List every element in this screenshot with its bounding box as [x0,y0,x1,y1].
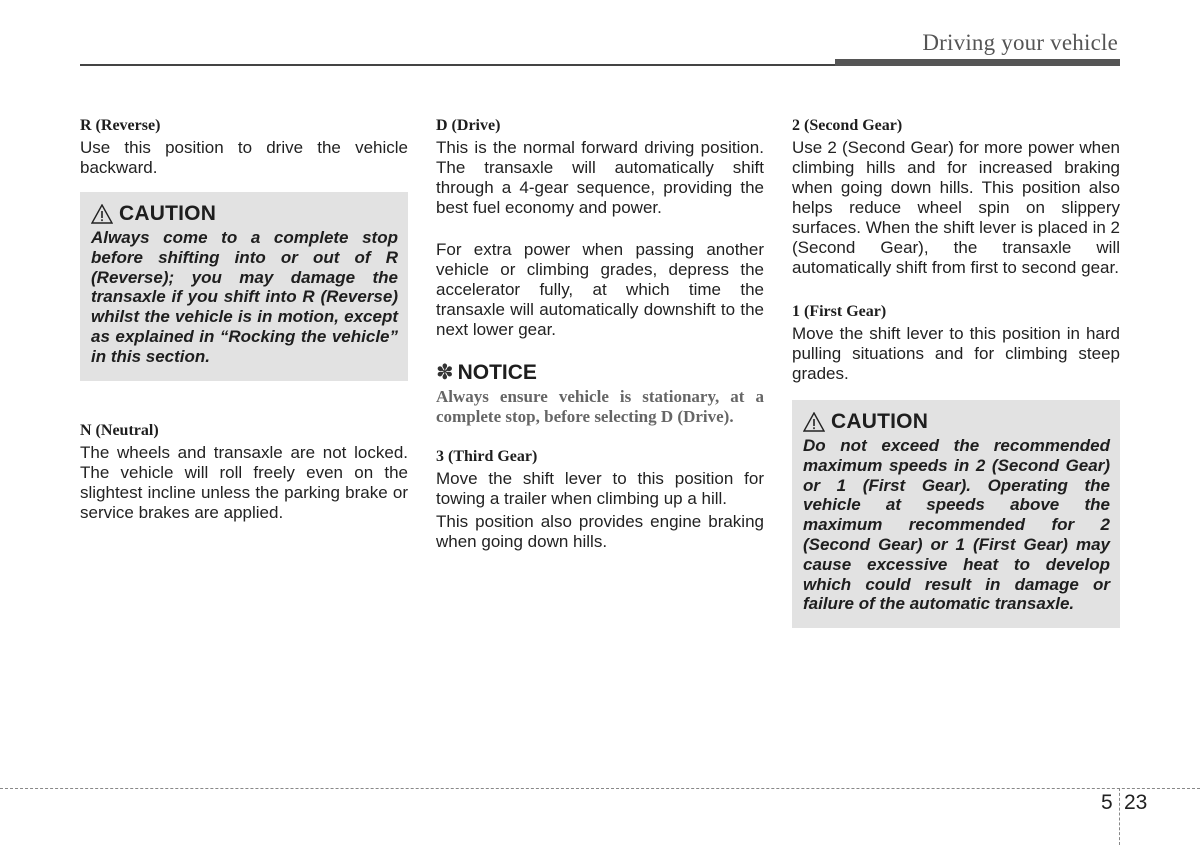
third-gear-heading: 3 (Third Gear) [436,448,538,465]
notice-icon: ✽ [436,361,454,384]
third-gear-body-1: Move the shift lever to this position for towing a trailer when climbing up a hill. [436,469,764,508]
caution-text: Do not exceed the recommended maximum speeds in 2 (Second Gear) or 1 (First Gear). Operating the vehicle at speeds above the maximum recommended for 2 (Second Gear) or 1 (First Gear) may cause excessive heat to develop which could result in damage or failure of the automatic transaxle. [803,436,1110,614]
drive-body-2: For extra power when passing another vehicle or climbing grades, depress the accelerator fully, at which time the transaxle will automatically downshift to the next lower gear. [436,240,764,339]
neutral-heading: N (Neutral) [80,421,159,439]
first-gear-heading: 1 (First Gear) [792,303,887,320]
third-gear-body-2: This position also provides engine braking when going down hills. [436,512,764,551]
header-rule-bar [835,59,1120,66]
first-gear-body: Move the shift lever to this position in hard pulling situations and for climbing steep grades. [792,324,1120,383]
column-left [80,116,408,523]
page-number: 23 [1124,791,1148,814]
page-header-title: Driving your vehicle [922,30,1118,55]
second-gear-heading: 2 (Second Gear) [792,117,903,134]
caution-text: Always come to a complete stop before shifting into or out of R (Reverse); you may damage the transaxle if you shift into R (Reverse) whilst the vehicle is in motion, except as explained in “Rocking the vehicle” in this section. [91,228,398,366]
reverse-heading: R (Reverse) [80,117,161,134]
warning-triangle-icon [91,204,113,224]
drive-heading: D (Drive) [436,117,501,134]
drive-body-1: This is the normal forward driving position. The transaxle will automatically shift through a 4-gear sequence, providing the best fuel economy and power. [436,138,764,217]
notice-label: NOTICE [457,360,537,384]
page-number-divider [1119,788,1120,845]
chapter-number: 5 [1101,791,1113,814]
footer-rule [0,788,1200,789]
second-gear-body: Use 2 (Second Gear) for more power when climbing hills and for increased braking when going down hills. This position also helps reduce wheel spin on slippery surfaces. When the shift lever is placed in 2 (Second Gear), the transaxle will automatically shift from first to second gear. [792,138,1120,277]
caution-label: CAUTION [119,202,217,225]
header-rule [80,64,835,66]
caution-box-reverse [80,192,408,381]
warning-triangle-icon [803,412,825,432]
caution-label: CAUTION [831,410,929,433]
column-right [792,116,1120,628]
neutral-body: The wheels and transaxle are not locked. The vehicle will roll freely even on the slightest incline unless the parking brake or service brakes are applied. [80,442,408,522]
reverse-body: Use this position to drive the vehicle backward. [80,138,408,177]
column-middle [436,116,764,552]
notice-text: Always ensure vehicle is stationary, at a complete stop, before selecting D (Drive). [436,387,764,426]
caution-box-gears [792,400,1120,628]
